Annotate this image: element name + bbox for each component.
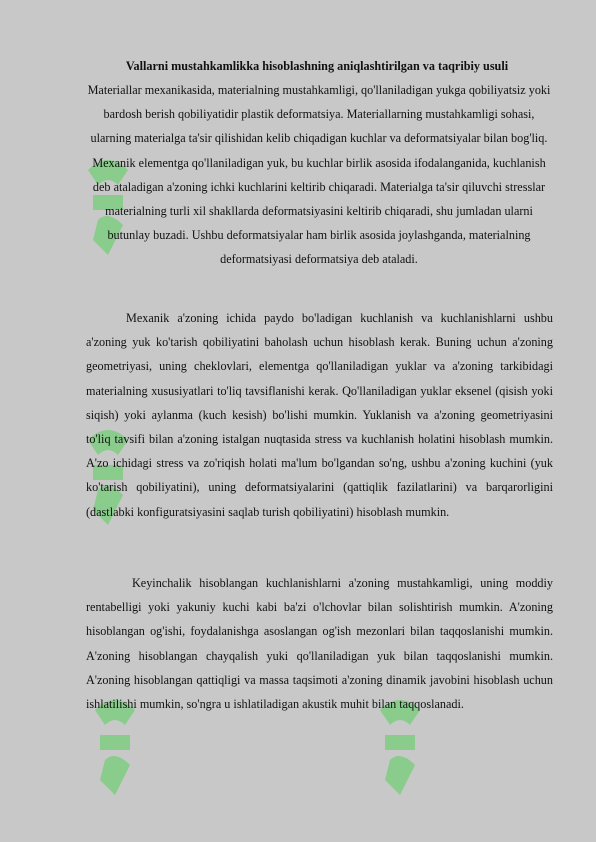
body-paragraph-2: Keyinchalik hisoblangan kuchlanishlarni a'zoning mustahkamligi, uning moddiy rentabelligi yoki yakuniy kuchi kabi ba'zi o'lchovlar bilan solishtirish mumkin. A'zoning hisoblangan og'ishi, foydalanishga asoslangan og'ish mezonlari bilan taqqoslanishi mumkin. A'zoning hisoblangan chayqalish yuki qo'llaniladigan yuk bilan taqqoslanishi mumkin. A'zoning hisoblangan qattiqligi va massa taqsimoti a'zoning dinamik javobini hisoblash uchun ishlatilishi mumkin, so'ngra u ishlatiladigan akustik muhit bilan taqqoslanadi. bbox=[86, 576, 553, 712]
document-title: Vallarni mustahkamlikka hisoblashning aniqlashtirilgan va taqribiy usuli bbox=[125, 59, 509, 73]
body-paragraph-1: Mexanik a'zoning ichida paydo bo'ladigan kuchlanish va kuchlanishlarni ushbu a'zoning yuk ko'tarish qobiliyatini baholash uchun hisoblash kerak. Buning uchun a'zoning geometriyasi, uning cheklovlari, elementga qo'llaniladigan yuklar va a'zoning tarkibidagi materialning xususiyatlari to'liq tavsiflanishi kerak. Qo'llaniladigan yuklar eksenel (qisish yoki siqish) yoki aylanma (kuch kesish) bo'lishi mumkin. Yuklanish va a'zoning geometriyasini to'liq tavsifi bilan a'zoning istalgan nuqtasida stress va kuchlanish holatini hisoblash mumkin. A'zo ichidagi stress va zo'riqish holati ma'lum bo'lgandan so'ng, ushbu a'zoning kuchini (yuk ko'tarish qobiliyatini), uning deformatsiyalarini (qattiqlik fazilatlarini) va barqarorligini (dastlabki konfiguratsiyasini saqlab turish qobiliyatini) hisoblash mumkin. bbox=[86, 311, 553, 519]
intro-paragraph: Materiallar mexanikasida, materialning mustahkamligi, qo'llaniladigan yukga qobiliyatsiz yoki bardosh berish qobiliyatidir plastik deformatsiya. Materiallarning mustahkamligi sohasi, ularning materialga ta'sir qilishidan kelib chiqadigan kuchlar va deformatsiyalar bilan bog'liq. Mexanik elementga qo'llaniladigan yuk, bu kuchlar birlik asosida ifodalanganida, kuchlanish deb ataladigan a'zoning ichki kuchlarini keltirib chiqaradi. Materialga ta'sir qiluvchi stresslar materialning turli xil shakllarda deformatsiyasini keltirib chiqaradi, shu jumladan ularni butunlay buzadi. Ushbu deformatsiyalar ham birlik asosida joylashganda, materialning deformatsiyasi deformatsiya deb ataladi. bbox=[87, 83, 551, 267]
